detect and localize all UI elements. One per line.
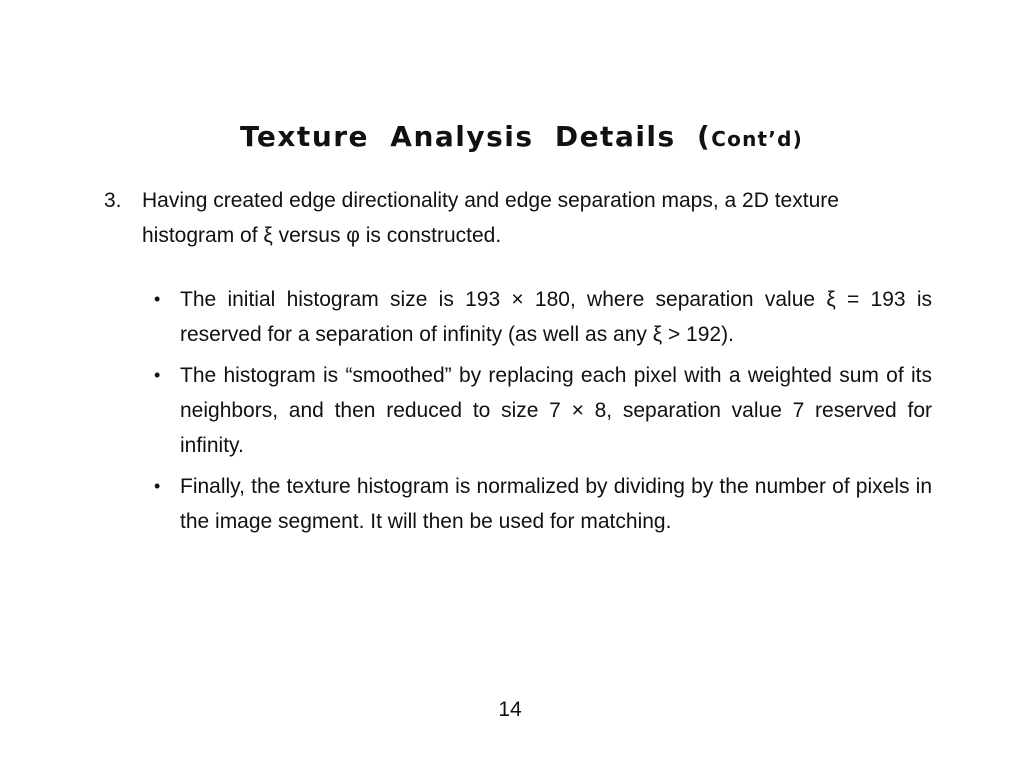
bullet-item [152, 469, 932, 539]
item-text: Having created edge directionality and edge separation maps, a 2D texture histogram of ξ versus φ is constructed. [142, 189, 839, 247]
bullet-text: The histogram is “smoothed” by replacing each pixel with a weighted sum of its neighbors, and then reduced to size 7 × 8, separation value 7 reserved for infinity. [180, 364, 932, 457]
item-number: 3. [104, 189, 122, 212]
bullet-dot-icon: • [154, 365, 161, 385]
bullet-item [152, 282, 932, 352]
slide-title-suffix: Cont’d) [711, 127, 803, 151]
slide-title [240, 120, 840, 153]
page-number: 14 [498, 698, 522, 721]
bullet-text: The initial histogram size is 193 × 180, where separation value ξ = 193 is reserved for a separation of infinity (as well as any ξ > 192). [180, 288, 932, 346]
numbered-item [104, 183, 924, 253]
slide-title-main: Texture Analysis Details ( [240, 120, 712, 153]
bullet-item [152, 358, 932, 463]
bullet-dot-icon: • [154, 476, 161, 496]
bullet-text: Finally, the texture histogram is normalized by dividing by the number of pixels in the image segment. It will then be used for matching. [180, 475, 932, 533]
bullet-list [152, 282, 932, 545]
bullet-dot-icon: • [154, 289, 161, 309]
